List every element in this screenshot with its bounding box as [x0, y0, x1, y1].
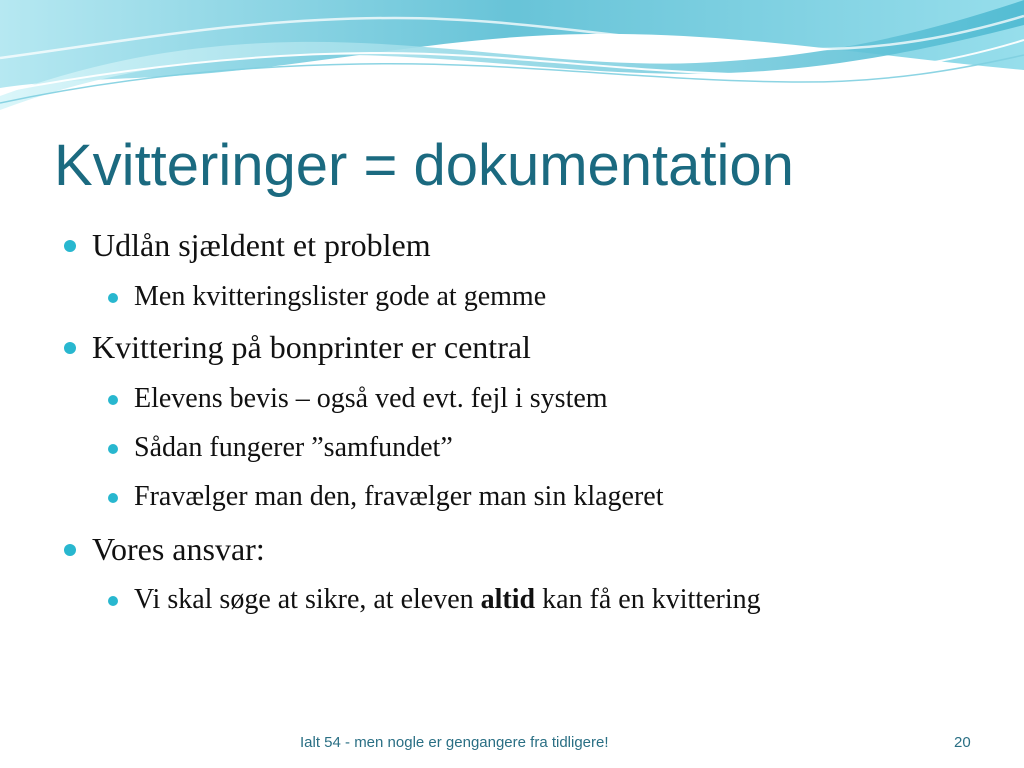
- bullet-item-bonprinter: [92, 327, 531, 367]
- footer-note: Ialt 54 - men nogle er gengangere fra tidligere!: [300, 734, 609, 751]
- bullet-text: Kvittering på bonprinter er central: [92, 329, 531, 365]
- bullet-item-udlan: [92, 225, 431, 265]
- sub-bullet-item-samfundet: [134, 430, 453, 466]
- slide-title: Kvitteringer = dokumentation: [54, 133, 794, 198]
- sub-bullet-text-after: kan få en kvittering: [535, 584, 761, 615]
- sub-bullet-text: Men kvitteringslister gode at gemme: [134, 281, 547, 312]
- sub-bullet-text: Elevens bevis – også ved evt. fejl i system: [134, 383, 608, 414]
- sub-bullet-dot-icon: [108, 395, 118, 405]
- sub-bullet-dot-icon: [108, 493, 118, 503]
- sub-bullet-text-before: Vi skal søge at sikre, at eleven: [134, 584, 481, 615]
- sub-bullet-dot-icon: [108, 293, 118, 303]
- decorative-wave-header: [0, 0, 1024, 120]
- page-number: 20: [954, 734, 971, 751]
- bullet-dot-icon: [64, 544, 76, 556]
- sub-bullet-item-elevens-bevis: [134, 381, 608, 417]
- sub-bullet-item-kvitteringslister: [134, 279, 546, 315]
- sub-bullet-emphasis: altid: [480, 584, 536, 615]
- sub-bullet-text: Fravælger man den, fravælger man sin klageret: [134, 481, 664, 512]
- bullet-text: Udlån sjældent et problem: [92, 227, 431, 263]
- sub-bullet-dot-icon: [108, 444, 118, 454]
- sub-bullet-item-kvittering-altid: [134, 582, 761, 618]
- sub-bullet-text: Sådan fungerer ”samfundet”: [134, 432, 453, 463]
- bullet-dot-icon: [64, 342, 76, 354]
- bullet-item-ansvar: [92, 529, 265, 569]
- bullet-text: Vores ansvar:: [92, 531, 265, 567]
- bullet-dot-icon: [64, 240, 76, 252]
- sub-bullet-item-klageret: [134, 479, 664, 515]
- sub-bullet-dot-icon: [108, 596, 118, 606]
